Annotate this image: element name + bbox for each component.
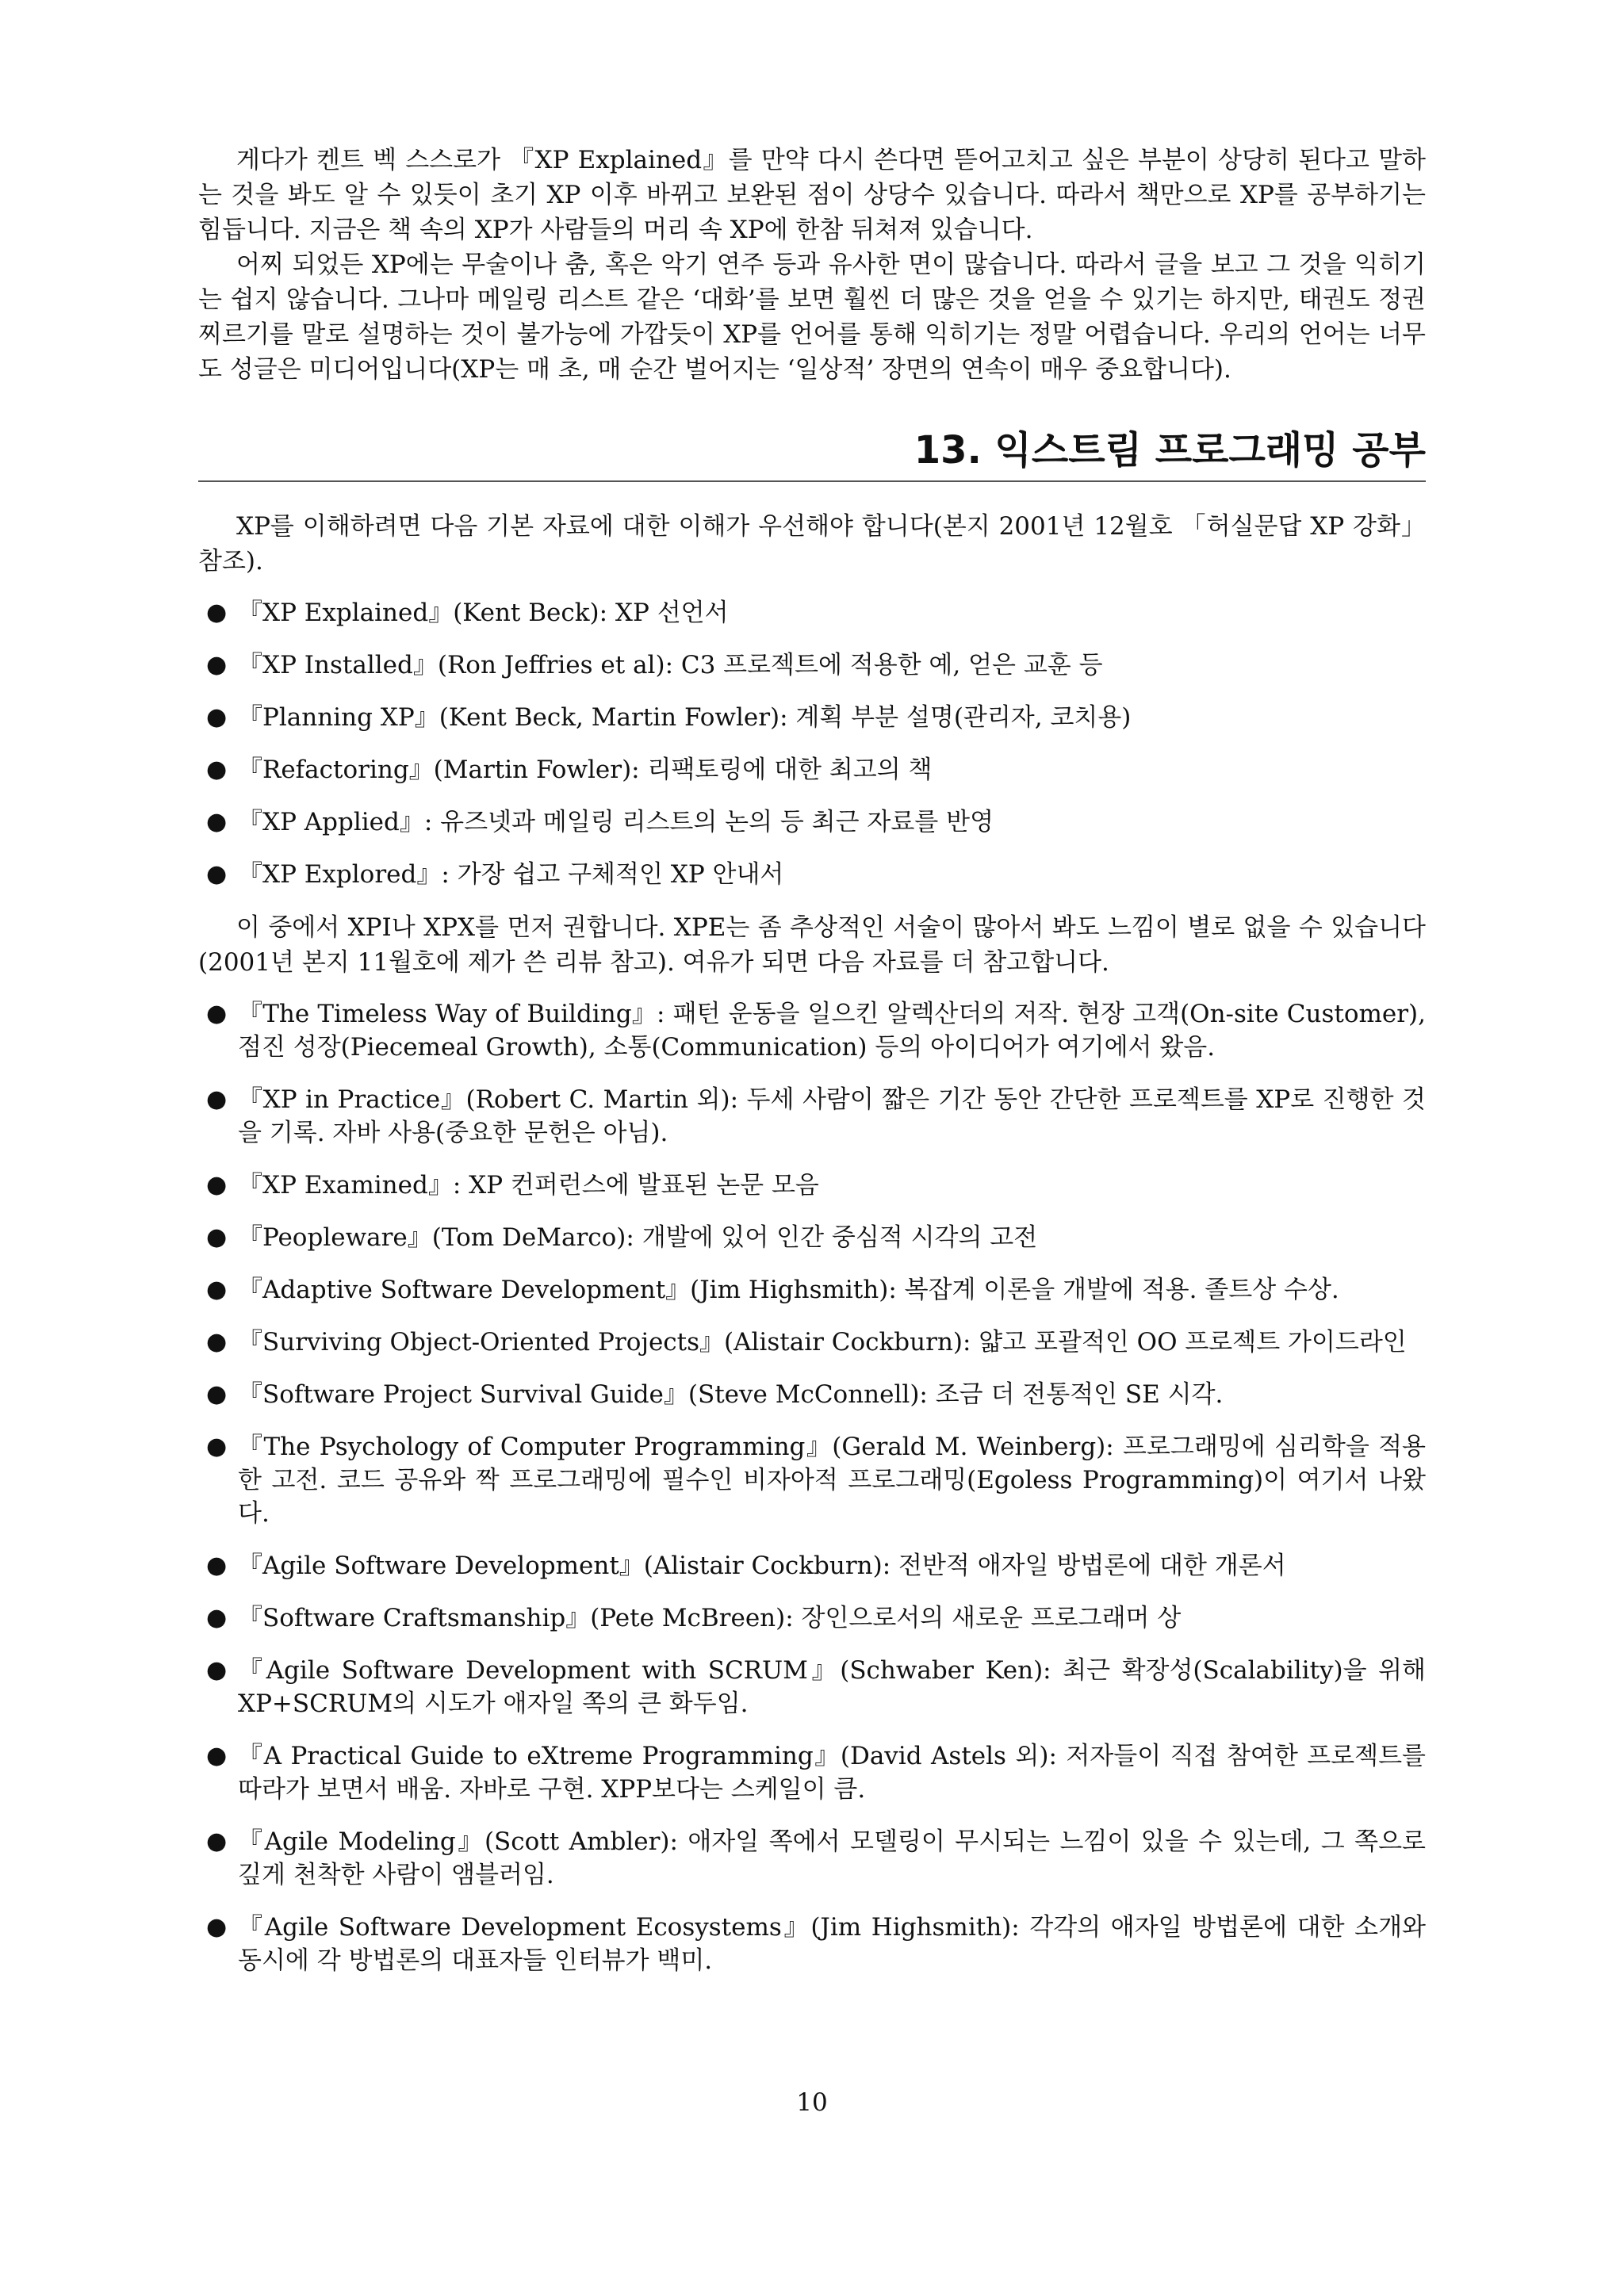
section-title: 13. 익스트림 프로그래밍 공부	[198, 425, 1426, 482]
list-item-text: 『Agile Software Development Ecosystems』(Jim Highsmith): 각각의 애자일 방법론에 대한 소개와 동시에 각 방법론의 대표자들 인터뷰가 백미.	[238, 1913, 1426, 1975]
bullet-icon: ●	[206, 1276, 228, 1303]
list-item-text: 『The Timeless Way of Building』: 패턴 운동을 일으킨 알렉산더의 저작. 현장 고객(On-site Customer), 점진 성장(Piecemeal Growth), 소통(Communication) 등의 아이디어가 여기에서 왔음.	[238, 1000, 1426, 1062]
list-item-text: 『The Psychology of Computer Programming』(Gerald M. Weinberg): 프로그래밍에 심리학을 적용한 고전. 코드 공유와 짝 프로그래밍에 필수인 비자아적 프로그래밍(Egoless Programming)이 여기서 나왔다.	[238, 1433, 1426, 1528]
list-item-text: 『XP Examined』: XP 컨퍼런스에 발표된 논문 모음	[238, 1171, 819, 1200]
bullet-icon: ●	[206, 1223, 228, 1251]
list-item	[198, 1654, 1426, 1720]
list-item	[198, 1601, 1426, 1635]
bullet-icon: ●	[206, 1328, 228, 1356]
bullet-icon: ●	[206, 1000, 228, 1027]
bullet-icon: ●	[206, 756, 228, 783]
bullet-icon: ●	[206, 1742, 228, 1770]
list-item-text: 『XP Explained』(Kent Beck): XP 선언서	[238, 599, 729, 627]
bullet-icon: ●	[206, 1171, 228, 1199]
list-item-text: 『XP Installed』(Ron Jeffries et al): C3 프로젝트에 적용한 예, 얻은 교훈 등	[238, 651, 1103, 679]
list-item	[198, 1326, 1426, 1359]
list-item	[198, 1549, 1426, 1582]
list-item	[198, 1273, 1426, 1307]
list-item	[198, 649, 1426, 682]
bullet-icon: ●	[206, 1913, 228, 1941]
list-item	[198, 596, 1426, 629]
list-item	[198, 1825, 1426, 1892]
bullet-icon: ●	[206, 1380, 228, 1408]
bullet-icon: ●	[206, 599, 228, 626]
list-item-text: 『XP Applied』: 유즈넷과 메일링 리스트의 논의 등 최근 자료를 반영	[238, 808, 994, 836]
list-item-text: 『Planning XP』(Kent Beck, Martin Fowler): 계획 부분 설명(관리자, 코치용)	[238, 703, 1132, 732]
bullet-icon: ●	[206, 1085, 228, 1113]
list-item-text: 『XP in Practice』(Robert C. Martin 외): 두세 사람이 짧은 기간 동안 간단한 프로젝트를 XP로 진행한 것을 기록. 자바 사용(중요한 문헌은 아님).	[238, 1085, 1426, 1147]
list-item-text: 『Software Project Survival Guide』(Steve McConnell): 조금 더 전통적인 SE 시각.	[238, 1380, 1224, 1409]
list-item	[198, 806, 1426, 839]
list-item	[198, 1221, 1426, 1254]
list-item-text: 『A Practical Guide to eXtreme Programming』(David Astels 외): 저자들이 직접 참여한 프로젝트를 따라가 보면서 배움. 자바로 구현. XPP보다는 스케일이 큼.	[238, 1742, 1426, 1804]
basic-reading-list	[198, 596, 1426, 891]
list-item-text: 『Agile Modeling』(Scott Ambler): 애자일 쪽에서 모델링이 무시되는 느낌이 있을 수 있는데, 그 쪽으로 깊게 천착한 사람이 앰블러임.	[238, 1827, 1426, 1889]
list-item-text: 『XP Explored』: 가장 쉽고 구체적인 XP 안내서	[238, 860, 784, 889]
bullet-icon: ●	[206, 651, 228, 679]
bullet-icon: ●	[206, 1433, 228, 1460]
bullet-icon: ●	[206, 860, 228, 888]
list-item	[198, 753, 1426, 786]
list-item	[198, 1169, 1426, 1202]
page-number: 10	[796, 2088, 828, 2117]
middle-paragraph: 이 중에서 XPI나 XPX를 먼저 권합니다. XPE는 좀 추상적인 서술이 많아서 봐도 느낌이 별로 없을 수 있습니다(2001년 본지 11월호에 제가 쓴 리뷰 참고). 여유가 되면 다음 자료를 더 참고합니다.	[198, 913, 1426, 977]
list-item-text: 『Peopleware』(Tom DeMarco): 개발에 있어 인간 중심적 시각의 고전	[238, 1223, 1038, 1252]
list-item-text: 『Adaptive Software Development』(Jim Highsmith): 복잡계 이론을 개발에 적용. 졸트상 수상.	[238, 1276, 1339, 1304]
bullet-icon: ●	[206, 1827, 228, 1855]
intro-paragraph-1: 게다가 켄트 벡 스스로가 『XP Explained』를 만약 다시 쓴다면 뜯어고치고 싶은 부분이 상당히 된다고 말하는 것을 봐도 알 수 있듯이 초기 XP 이후 바뀌고 보완된 점이 상당수 있습니다. 따라서 책만으로 XP를 공부하기는 힘듭니다. 지금은 책 속의 XP가 사람들의 머리 속 XP에 한참 뒤쳐져 있습니다.	[198, 146, 1426, 244]
bullet-icon: ●	[206, 808, 228, 836]
additional-reading-list	[198, 997, 1426, 1977]
list-item	[198, 997, 1426, 1064]
list-item-text: 『Refactoring』(Martin Fowler): 리팩토링에 대한 최고의 책	[238, 756, 933, 784]
list-item	[198, 1739, 1426, 1806]
list-item	[198, 1378, 1426, 1411]
bullet-icon: ●	[206, 703, 228, 731]
bullet-icon: ●	[206, 1656, 228, 1684]
section-lead-paragraph: XP를 이해하려면 다음 기본 자료에 대한 이해가 우선해야 합니다(본지 2001년 12월호 「허실문답 XP 강화」 참조).	[198, 512, 1426, 576]
list-item	[198, 858, 1426, 891]
bullet-icon: ●	[206, 1604, 228, 1632]
list-item-text: 『Surviving Object-Oriented Projects』(Alistair Cockburn): 얇고 포괄적인 OO 프로젝트 가이드라인	[238, 1328, 1407, 1357]
page-content	[198, 143, 1426, 1996]
list-item	[198, 1083, 1426, 1150]
list-item	[198, 1911, 1426, 1977]
intro-paragraph-2: 어찌 되었든 XP에는 무술이나 춤, 혹은 악기 연주 등과 유사한 면이 많습니다. 따라서 글을 보고 그 것을 익히기는 쉽지 않습니다. 그나마 메일링 리스트 같은 ‘대화’를 보면 훨씬 더 많은 것을 얻을 수 있기는 하지만, 태권도 정권 찌르기를 말로 설명하는 것이 불가능에 가깝듯이 XP를 언어를 통해 익히기는 정말 어렵습니다. 우리의 언어는 너무도 성글은 미디어입니다(XP는 매 초, 매 순간 벌어지는 ‘일상적’ 장면의 연속이 매우 중요합니다).	[198, 251, 1426, 384]
list-item-text: 『Software Craftsmanship』(Pete McBreen): 장인으로서의 새로운 프로그래머 상	[238, 1604, 1182, 1632]
bullet-icon: ●	[206, 1552, 228, 1579]
list-item	[198, 1430, 1426, 1530]
list-item-text: 『Agile Software Development with SCRUM』(Schwaber Ken): 최근 확장성(Scalability)을 위해 XP+SCRUM의 시도가 애자일 쪽의 큰 화두임.	[238, 1656, 1426, 1718]
list-item	[198, 701, 1426, 734]
list-item-text: 『Agile Software Development』(Alistair Cockburn): 전반적 애자일 방법론에 대한 개론서	[238, 1552, 1286, 1580]
